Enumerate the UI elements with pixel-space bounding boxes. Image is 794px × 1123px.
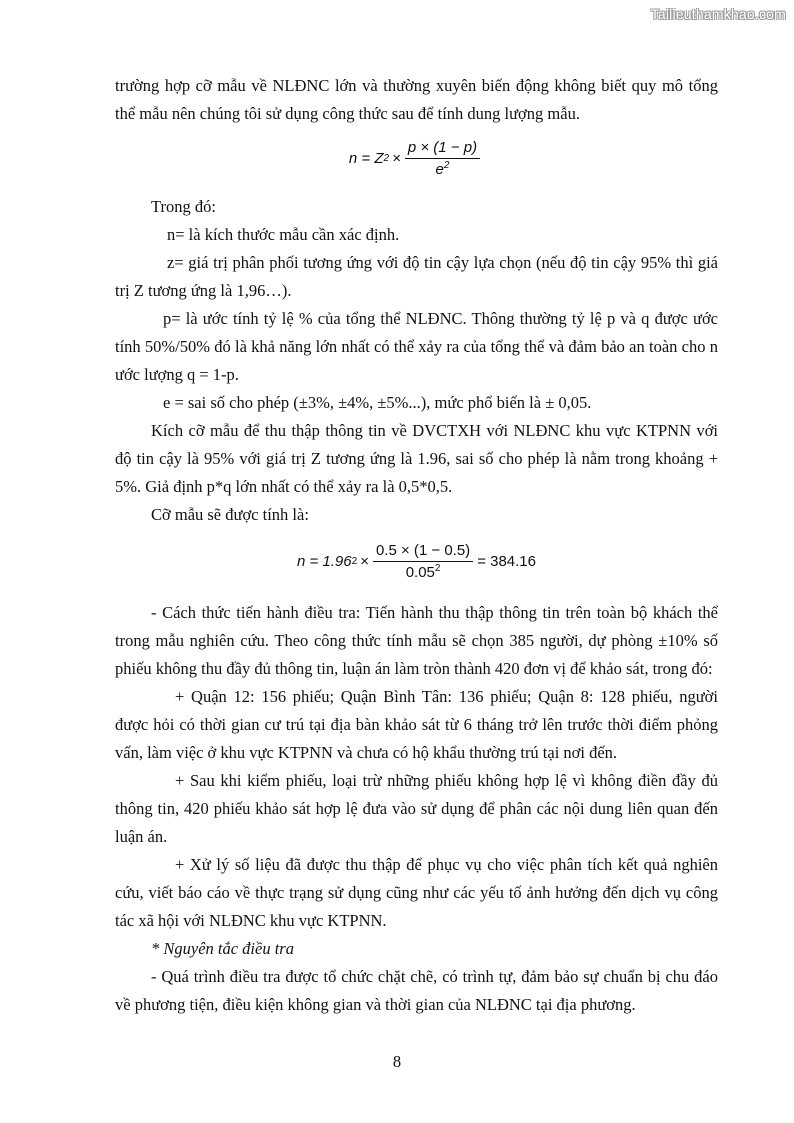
calc-denominator: 0.05 bbox=[405, 564, 435, 581]
formula-lhs: n = Z bbox=[348, 150, 384, 167]
checking-paragraph: + Sau khi kiểm phiếu, loại trừ những phiếu không hợp lệ vì không điền đầy đủ thông tin, 420 phiếu khảo sát hợp lệ đưa vào sử dụng để phân các nội dung liên quan đến luận án. bbox=[115, 771, 718, 846]
definition-p: p= là ước tính tỷ lệ % của tổng thể NLĐNC. Thông thường tỷ lệ p và q được ước tính 50%/50% đó là khả năng lớn nhất có thể xảy ra của tổng thể và đảm bảo an toàn cho n ước lượng q = 1-p. bbox=[115, 309, 718, 384]
definition-e: e = sai số cho phép (±3%, ±4%, ±5%...), mức phổ biến là ± 0,05. bbox=[163, 393, 592, 412]
method-paragraph: - Cách thức tiến hành điều tra: Tiến hành thu thập thông tin trên toàn bộ khách thể trong mẫu nghiên cứu. Theo công thức tính mẫu sẽ chọn 385 người, dự phòng ±10% số phiếu không thu đầy đủ thông tin, luận án làm tròn thành 420 đơn vị để khảo sát, trong đó: bbox=[115, 603, 718, 678]
formula-denominator: e bbox=[435, 161, 444, 178]
formula-numerator: p × (1 − p) bbox=[405, 139, 480, 159]
formula-exponent: 2 bbox=[383, 153, 390, 164]
watermark: Tailieuthamkhao.com bbox=[650, 6, 786, 22]
calc-denominator-exp: 2 bbox=[434, 563, 441, 574]
where-label: Trong đó: bbox=[151, 197, 216, 216]
calc-result: = 384.16 bbox=[477, 553, 536, 570]
formula-times: × bbox=[392, 150, 401, 167]
page-number: 8 bbox=[392, 1052, 402, 1071]
formula-fraction bbox=[405, 139, 480, 179]
districts-paragraph: + Quận 12: 156 phiếu; Quận Bình Tân: 136 phiếu; Quận 8: 128 phiếu, người được hỏi có thời gian cư trú tại địa bàn khảo sát từ 6 tháng trở lên trước thời điểm phỏng vấn, làm việc ở khu vực KTPNN và chưa có hộ khẩu thường trú tại nơi đến. bbox=[115, 687, 718, 762]
definition-n: n= là kích thước mẫu cần xác định. bbox=[167, 225, 400, 244]
document-body bbox=[115, 72, 718, 1019]
calculation-formula bbox=[115, 535, 718, 589]
calc-fraction bbox=[373, 542, 473, 582]
formula-denominator-wrap bbox=[436, 159, 450, 179]
principles-paragraph: - Quá trình điều tra được tổ chức chặt chẽ, có trình tự, đảm bảo sự chuẩn bị chu đáo về phương tiện, điều kiện không gian và thời gian của NLĐNC tại địa phương. bbox=[115, 967, 718, 1014]
calc-numerator: 0.5 × (1 − 0.5) bbox=[373, 542, 473, 562]
intro-paragraph: trường hợp cỡ mẫu về NLĐNC lớn và thường xuyên biến động không biết quy mô tổng thể mẫu nên chúng tôi sử dụng công thức sau để tính dung lượng mẫu. bbox=[115, 76, 718, 123]
calc-denominator-wrap bbox=[406, 562, 441, 582]
formula-denominator-exp: 2 bbox=[443, 160, 450, 171]
calc-lhs: n = 1.96 bbox=[296, 553, 352, 570]
sample-size-paragraph: Kích cỡ mẫu để thu thập thông tin về DVCTXH với NLĐNC khu vực KTPNN với độ tin cậy là 95% với giá trị Z tương ứng là 1.96, sai số cho phép là nằm trong khoảng + 5%. Giả định p*q lớn nhất có thể xảy ra là 0,5*0,5. bbox=[115, 421, 718, 496]
sample-size-formula bbox=[115, 131, 718, 187]
processing-paragraph: + Xử lý số liệu đã được thu thập để phục vụ cho việc phân tích kết quả nghiên cứu, viết báo cáo về thực trạng sử dụng cũng như các yếu tố ảnh hưởng đến dịch vụ công tác xã hội với NLĐNC khu vực KTPNN. bbox=[115, 855, 718, 930]
calculation-intro: Cỡ mẫu sẽ được tính là: bbox=[151, 505, 309, 524]
calc-exponent: 2 bbox=[351, 556, 358, 567]
calc-times: × bbox=[360, 553, 369, 570]
principles-heading: * Nguyên tắc điều tra bbox=[151, 939, 294, 958]
definition-z: z= giá trị phân phối tương ứng với độ tin cậy lựa chọn (nếu độ tin cậy 95% thì giá trị Z tương ứng là 1,96…). bbox=[115, 253, 718, 300]
